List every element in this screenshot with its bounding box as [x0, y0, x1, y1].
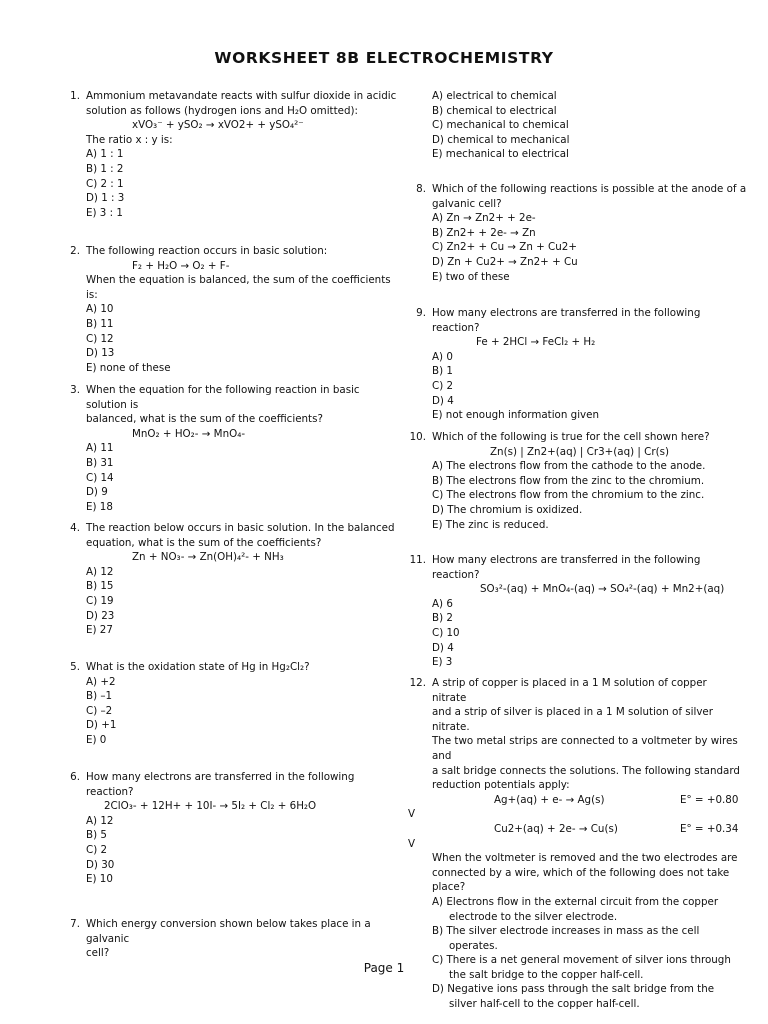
answer-option[interactable]: C) –2 — [86, 704, 113, 717]
answer-option[interactable]: B) 1 : 2 — [86, 162, 124, 175]
question-stem: When the equation for the following reaction in basic solution is — [86, 384, 360, 411]
answer-option[interactable]: D) +1 — [86, 719, 117, 732]
answer-option[interactable]: C) mechanical to chemical — [432, 119, 569, 132]
unit-label: V — [408, 837, 416, 850]
question-stem: Which of the following is true for the cell shown here? — [432, 431, 710, 443]
answer-option[interactable]: D) Zn + Cu2+ → Zn2+ + Cu — [432, 255, 578, 268]
answer-option[interactable]: A) 12 — [86, 814, 114, 827]
answer-option[interactable]: C) 14 — [86, 471, 114, 484]
answer-option[interactable]: B) 5 — [86, 829, 107, 842]
answer-option[interactable]: D) 13 — [86, 347, 115, 360]
answer-option[interactable]: B) chemical to electrical — [432, 104, 557, 117]
question-number: 5. — [70, 661, 80, 673]
answer-option[interactable]: D) chemical to mechanical — [432, 133, 570, 146]
question-number: 1. — [70, 90, 80, 102]
answer-option[interactable]: C) 12 — [86, 332, 114, 345]
question-stem: How many electrons are transferred in the following reaction? — [432, 554, 701, 581]
answer-option[interactable]: E) mechanical to electrical — [432, 148, 569, 161]
answer-option[interactable]: A) Electrons flow in the external circuit from the copper electrode to the silver electrode. — [432, 895, 719, 923]
answer-option[interactable]: B) 15 — [86, 580, 114, 593]
answer-option[interactable]: A) 10 — [86, 303, 114, 316]
answer-option[interactable]: A) 12 — [86, 565, 114, 578]
worksheet-title: WORKSHEET 8B ELECTROCHEMISTRY — [214, 49, 554, 67]
answer-option[interactable]: A) 11 — [86, 442, 114, 455]
question-number: 9. — [416, 307, 426, 319]
answer-option[interactable]: C) The electrons flow from the chromium to the zinc. — [432, 489, 705, 502]
question-stem: Which of the following reactions is possible at the anode of a — [432, 183, 747, 195]
answer-option[interactable]: E) 0 — [86, 733, 107, 746]
answer-option[interactable]: B) 2 — [432, 612, 453, 625]
half-reaction-row — [432, 793, 742, 808]
question-stem: How many electrons are transferred in the following reaction? — [86, 771, 355, 798]
answer-option[interactable]: D) Negative ions pass through the salt bridge from the silver half-cell to the copper half-cell. — [432, 983, 715, 1011]
reduction-potential: E° = +0.34 — [680, 822, 739, 835]
question-stem: galvanic cell? — [432, 197, 502, 210]
question-stem: When the equation is balanced, the sum of the coefficients is: — [86, 274, 391, 301]
answer-option[interactable]: C) 2 : 1 — [86, 177, 124, 190]
question-stem: What is the oxidation state of Hg in Hg₂Cl₂? — [86, 661, 310, 673]
question-number: 8. — [416, 183, 426, 195]
question-stem: and a strip of silver is placed in a 1 M solution of silver nitrate. — [432, 706, 713, 733]
question-stem: A strip of copper is placed in a 1 M solution of copper nitrate — [432, 677, 707, 704]
answer-option[interactable]: B) 1 — [432, 365, 453, 378]
question-stem: The following reaction occurs in basic solution: — [86, 245, 328, 257]
question-stem: balanced, what is the sum of the coefficients? — [86, 413, 323, 426]
answer-option[interactable]: B) The electrons flow from the zinc to the chromium. — [432, 474, 705, 487]
answer-option[interactable]: B) –1 — [86, 690, 113, 703]
question-number: 11. — [409, 554, 426, 566]
answer-option[interactable]: A) Zn → Zn2+ + 2e- — [432, 212, 536, 225]
half-reaction: Cu2+(aq) + 2e- → Cu(s) — [494, 822, 618, 835]
answer-option[interactable]: C) 19 — [86, 594, 114, 607]
answer-option[interactable]: B) 31 — [86, 456, 114, 469]
answer-option[interactable]: C) Zn2+ + Cu → Zn + Cu2+ — [432, 241, 577, 254]
answer-option[interactable]: C) There is a net general movement of silver ions through the salt bridge to the copper half-cell. — [432, 954, 731, 981]
answer-option[interactable]: D) 4 — [432, 394, 454, 407]
question-stem: How many electrons are transferred in the following reaction? — [432, 307, 701, 334]
question-stem: reduction potentials apply: — [432, 779, 570, 792]
answer-option[interactable]: C) 2 — [86, 843, 108, 856]
answer-option[interactable]: E) two of these — [432, 270, 510, 283]
question-stem: cell? — [86, 947, 110, 960]
answer-option[interactable]: D) 23 — [86, 609, 115, 622]
answer-option[interactable]: E) 27 — [86, 624, 113, 637]
question-stem: The ratio x : y is: — [86, 133, 173, 146]
answer-option[interactable]: E) The zinc is reduced. — [432, 518, 549, 531]
equation: 2ClO₃- + 12H+ + 10I- → 5I₂ + Cl₂ + 6H₂O — [104, 800, 317, 813]
answer-option[interactable]: B) 11 — [86, 317, 114, 330]
question-stem: equation, what is the sum of the coefficients? — [86, 536, 322, 549]
answer-option[interactable]: C) 10 — [432, 626, 460, 639]
answer-option[interactable]: D) 9 — [86, 486, 108, 499]
question-number: 12. — [409, 677, 426, 689]
answer-option[interactable]: E) 3 : 1 — [86, 206, 123, 219]
answer-option[interactable]: B) Zn2+ + 2e- → Zn — [432, 226, 536, 239]
question-stem: The reaction below occurs in basic solution. In the balanced — [86, 522, 395, 534]
question-stem: Ammonium metavandate reacts with sulfur dioxide in acidic — [86, 90, 397, 102]
answer-option[interactable]: A) electrical to chemical — [432, 90, 557, 102]
question-stem: a salt bridge connects the solutions. The following standard — [432, 764, 740, 777]
equation: MnO₂ + HO₂- → MnO₄- — [132, 427, 246, 440]
answer-option[interactable]: D) 30 — [86, 858, 115, 871]
question-number: 6. — [70, 771, 80, 783]
question-stem: Which energy conversion shown below takes place in a galvanic — [86, 918, 371, 945]
answer-option[interactable]: A) 1 : 1 — [86, 148, 124, 161]
unit-label: V — [408, 808, 416, 821]
page-number: Page 1 — [363, 961, 405, 975]
answer-option[interactable]: E) none of these — [86, 361, 171, 374]
answer-option[interactable]: E) 3 — [432, 656, 453, 669]
equation: Zn(s) | Zn2+(aq) | Cr3+(aq) | Cr(s) — [490, 445, 669, 458]
question-stem: solution as follows (hydrogen ions and H₂O omitted): — [86, 104, 358, 117]
question-number: 4. — [70, 522, 80, 534]
reduction-potential: E° = +0.80 — [680, 793, 739, 806]
answer-option[interactable]: E) not enough information given — [432, 409, 600, 422]
answer-option[interactable]: E) 10 — [86, 873, 113, 886]
answer-option[interactable]: D) 4 — [432, 641, 454, 654]
answer-option[interactable]: D) The chromium is oxidized. — [432, 503, 583, 516]
question-number: 10. — [409, 431, 426, 443]
answer-option[interactable]: A) 0 — [432, 350, 453, 363]
question-number: 3. — [70, 384, 80, 396]
half-reaction-row — [432, 822, 742, 837]
answer-option[interactable]: C) 2 — [432, 379, 454, 392]
question-stem: The two metal strips are connected to a voltmeter by wires and — [432, 735, 738, 762]
answer-option[interactable]: A) 6 — [432, 597, 453, 610]
half-reaction: Ag+(aq) + e- → Ag(s) — [494, 793, 605, 806]
answer-option[interactable]: A) The electrons flow from the cathode to the anode. — [432, 460, 706, 473]
equation: SO₃²-(aq) + MnO₄-(aq) → SO₄²-(aq) + Mn2+(aq) — [480, 583, 725, 596]
equation: F₂ + H₂O → O₂ + F- — [132, 259, 230, 272]
equation: Fe + 2HCl → FeCl₂ + H₂ — [476, 336, 596, 349]
answer-option[interactable]: E) 18 — [86, 500, 113, 513]
question-number: 7. — [70, 918, 80, 930]
question-number: 2. — [70, 245, 80, 257]
question-stem: When the voltmeter is removed and the two electrodes are — [432, 852, 738, 865]
answer-option[interactable]: A) +2 — [86, 675, 116, 688]
question-stem: connected by a wire, which of the following does not take place? — [432, 866, 730, 894]
equation: xVO₃⁻ + ySO₂ → xVO2+ + ySO₄²⁻ — [132, 119, 304, 132]
equation: Zn + NO₃- → Zn(OH)₄²- + NH₃ — [132, 551, 284, 564]
answer-option[interactable]: B) The silver electrode increases in mass as the cell operates. — [432, 925, 700, 952]
answer-option[interactable]: D) 1 : 3 — [86, 192, 125, 205]
